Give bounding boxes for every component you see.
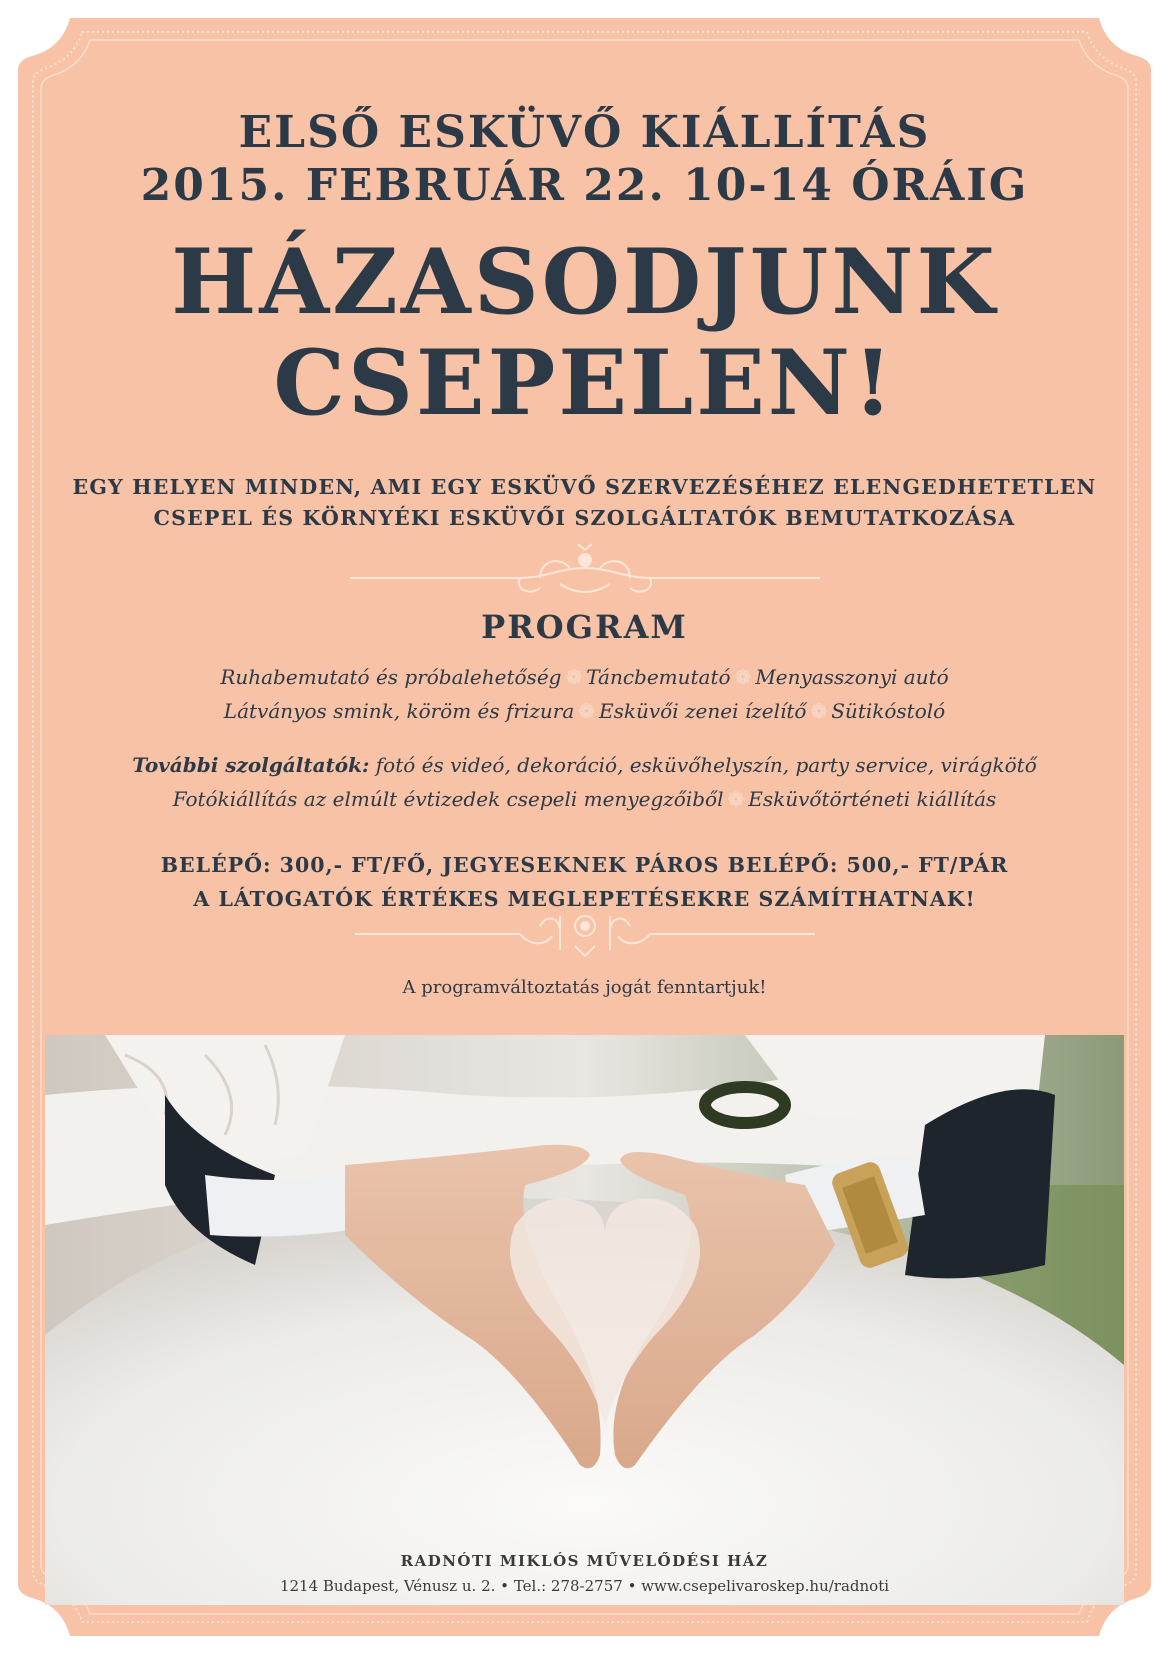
flower-icon: ❁: [578, 699, 596, 723]
program-row-2: [0, 694, 1169, 728]
program-item: Esküvői zenei ízelítő: [599, 699, 807, 723]
venue-contact: [0, 1577, 1169, 1595]
subtitle-line1: EGY HELYEN MINDEN, AMI EGY ESKÜVŐ SZERVEZÉSÉHEZ ELENGEDHETETLEN: [72, 475, 1097, 499]
services-row: [0, 748, 1169, 782]
services-text: fotó és videó, dekoráció, esküvőhelyszín, party service, virágkötő: [369, 753, 1037, 777]
program-list: [0, 660, 1169, 728]
entry-price: BELÉPŐ: 300,- FT/FŐ, JEGYESEKNEK PÁROS BELÉPŐ: 500,- FT/PÁR: [160, 853, 1009, 877]
venue-address: 1214 Budapest, Vénusz u. 2.: [279, 1577, 496, 1595]
main-title-line2: CSEPELEN!: [273, 330, 896, 436]
venue-phone: Tel.: 278-2757: [513, 1577, 623, 1595]
separator: •: [627, 1577, 637, 1595]
program-row-1: [0, 660, 1169, 694]
main-title-line1: HÁZASODJUNK: [171, 229, 998, 335]
exhibitions-row: [0, 782, 1169, 816]
services-list: [0, 748, 1169, 816]
program-item: Esküvőtörténeti kiállítás: [748, 787, 997, 811]
flower-icon: ❁: [565, 665, 583, 689]
venue-name: RADNÓTI MIKLÓS MŰVELŐDÉSI HÁZ: [400, 1552, 769, 1570]
entry-surprise: A LÁTOGATÓK ÉRTÉKES MEGLEPETÉSEKRE SZÁMÍTHATNAK!: [193, 887, 976, 911]
separator: •: [500, 1577, 510, 1595]
program-item: Látványos smink, köröm és frizura: [223, 699, 575, 723]
services-label: További szolgáltatók:: [132, 753, 370, 777]
main-title: [0, 229, 1169, 436]
heart-hands-image: [45, 1035, 1124, 1605]
program-item: Fotókiállítás az elmúlt évtizedek csepeli menyegzőiből: [172, 787, 724, 811]
flower-icon: ❁: [734, 665, 752, 689]
subtitle-line2: CSEPEL ÉS KÖRNYÉKI ESKÜVŐI SZOLGÁLTATÓK BEMUTATKOZÁSA: [153, 506, 1016, 530]
program-item: Sütikóstoló: [831, 699, 946, 723]
flower-icon: ❁: [727, 787, 745, 811]
wedding-photo: [45, 1035, 1124, 1605]
event-date: 2015. FEBRUÁR 22. 10-14 ÓRÁIG: [140, 160, 1029, 211]
subtitle: [0, 472, 1169, 534]
program-item: Ruhabemutató és próbalehetőség: [220, 665, 562, 689]
program-item: Menyasszonyi autó: [755, 665, 949, 689]
entry-info: [0, 848, 1169, 916]
program-item: Táncbemutató: [586, 665, 731, 689]
event-title: [0, 106, 1169, 212]
event-name: ELSŐ ESKÜVŐ KIÁLLÍTÁS: [238, 107, 931, 158]
venue-website[interactable]: www.csepelivaroskep.hu/radnoti: [641, 1577, 890, 1595]
change-notice: A programváltoztatás jogát fenntartjuk!: [402, 977, 767, 998]
flower-icon: ❁: [810, 699, 828, 723]
program-heading: PROGRAM: [481, 608, 688, 646]
